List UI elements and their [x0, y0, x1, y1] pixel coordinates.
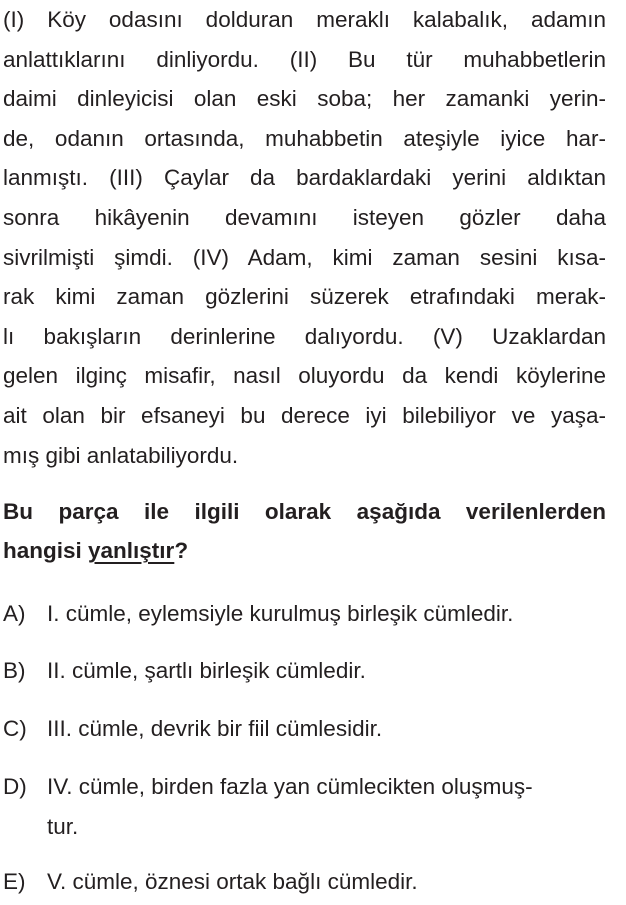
passage-line: sonra hikâyenin devamını isteyen gözler daha — [3, 204, 606, 230]
question-prefix: hangisi — [3, 538, 89, 563]
question-line-1: Bu parça ile ilgili olarak aşağıda verilenlerden — [3, 499, 606, 524]
passage-line: rak kimi zaman gözlerini süzerek etrafındaki merak- — [3, 284, 606, 310]
option-letter: D) — [3, 774, 27, 799]
option-text: III. cümle, devrik bir fiil cümlesidir. — [47, 716, 383, 741]
question-line-2 — [3, 531, 606, 570]
option-letter: A) — [3, 601, 26, 626]
option-letter: B) — [3, 658, 26, 683]
passage-line: de, odanın ortasında, muhabbetin ateşiyle iyice har- — [3, 125, 606, 151]
option-text: IV. cümle, birden fazla yan cümlecikten oluşmuş- — [47, 774, 533, 799]
option-text-continued: tur. — [47, 814, 79, 839]
question-stem — [3, 492, 606, 570]
option-text: II. cümle, şartlı birleşik cümledir. — [47, 658, 366, 683]
passage-line: ait olan bir efsaneyi bu derece iyi bilebiliyor ve yaşa- — [3, 402, 606, 428]
option-text: I. cümle, eylemsiyle kurulmuş birleşik cümledir. — [47, 601, 514, 626]
passage-line: gelen ilginç misafir, nasıl oluyordu da kendi köylerine — [3, 363, 606, 389]
option-text-block — [47, 767, 604, 847]
passage-line: sivrilmişti şimdi. (IV) Adam, kimi zaman sesini kısa- — [3, 244, 606, 270]
passage-line: mış gibi anlatabiliyordu. — [3, 442, 239, 468]
passage — [3, 0, 606, 475]
passage-line: (I) Köy odasını dolduran meraklı kalabalık, adamın — [3, 7, 606, 32]
passage-line: lanmıştı. (III) Çaylar da bardaklardaki yerini aldıktan — [3, 165, 606, 191]
option-letter: E) — [3, 869, 26, 894]
option-letter: C) — [3, 716, 27, 741]
question-suffix: ? — [174, 538, 189, 563]
question-emphasis: yanlıştır — [88, 538, 175, 563]
passage-line: daimi dinleyicisi olan eski soba; her zamanki yerin- — [3, 86, 606, 112]
passage-line: lı bakışların derinlerine dalıyordu. (V) Uzaklardan — [3, 323, 606, 349]
passage-line: anlattıklarını dinliyordu. (II) Bu tür muhabbetlerin — [3, 46, 606, 72]
option-text: V. cümle, öznesi ortak bağlı cümledir. — [47, 869, 418, 894]
